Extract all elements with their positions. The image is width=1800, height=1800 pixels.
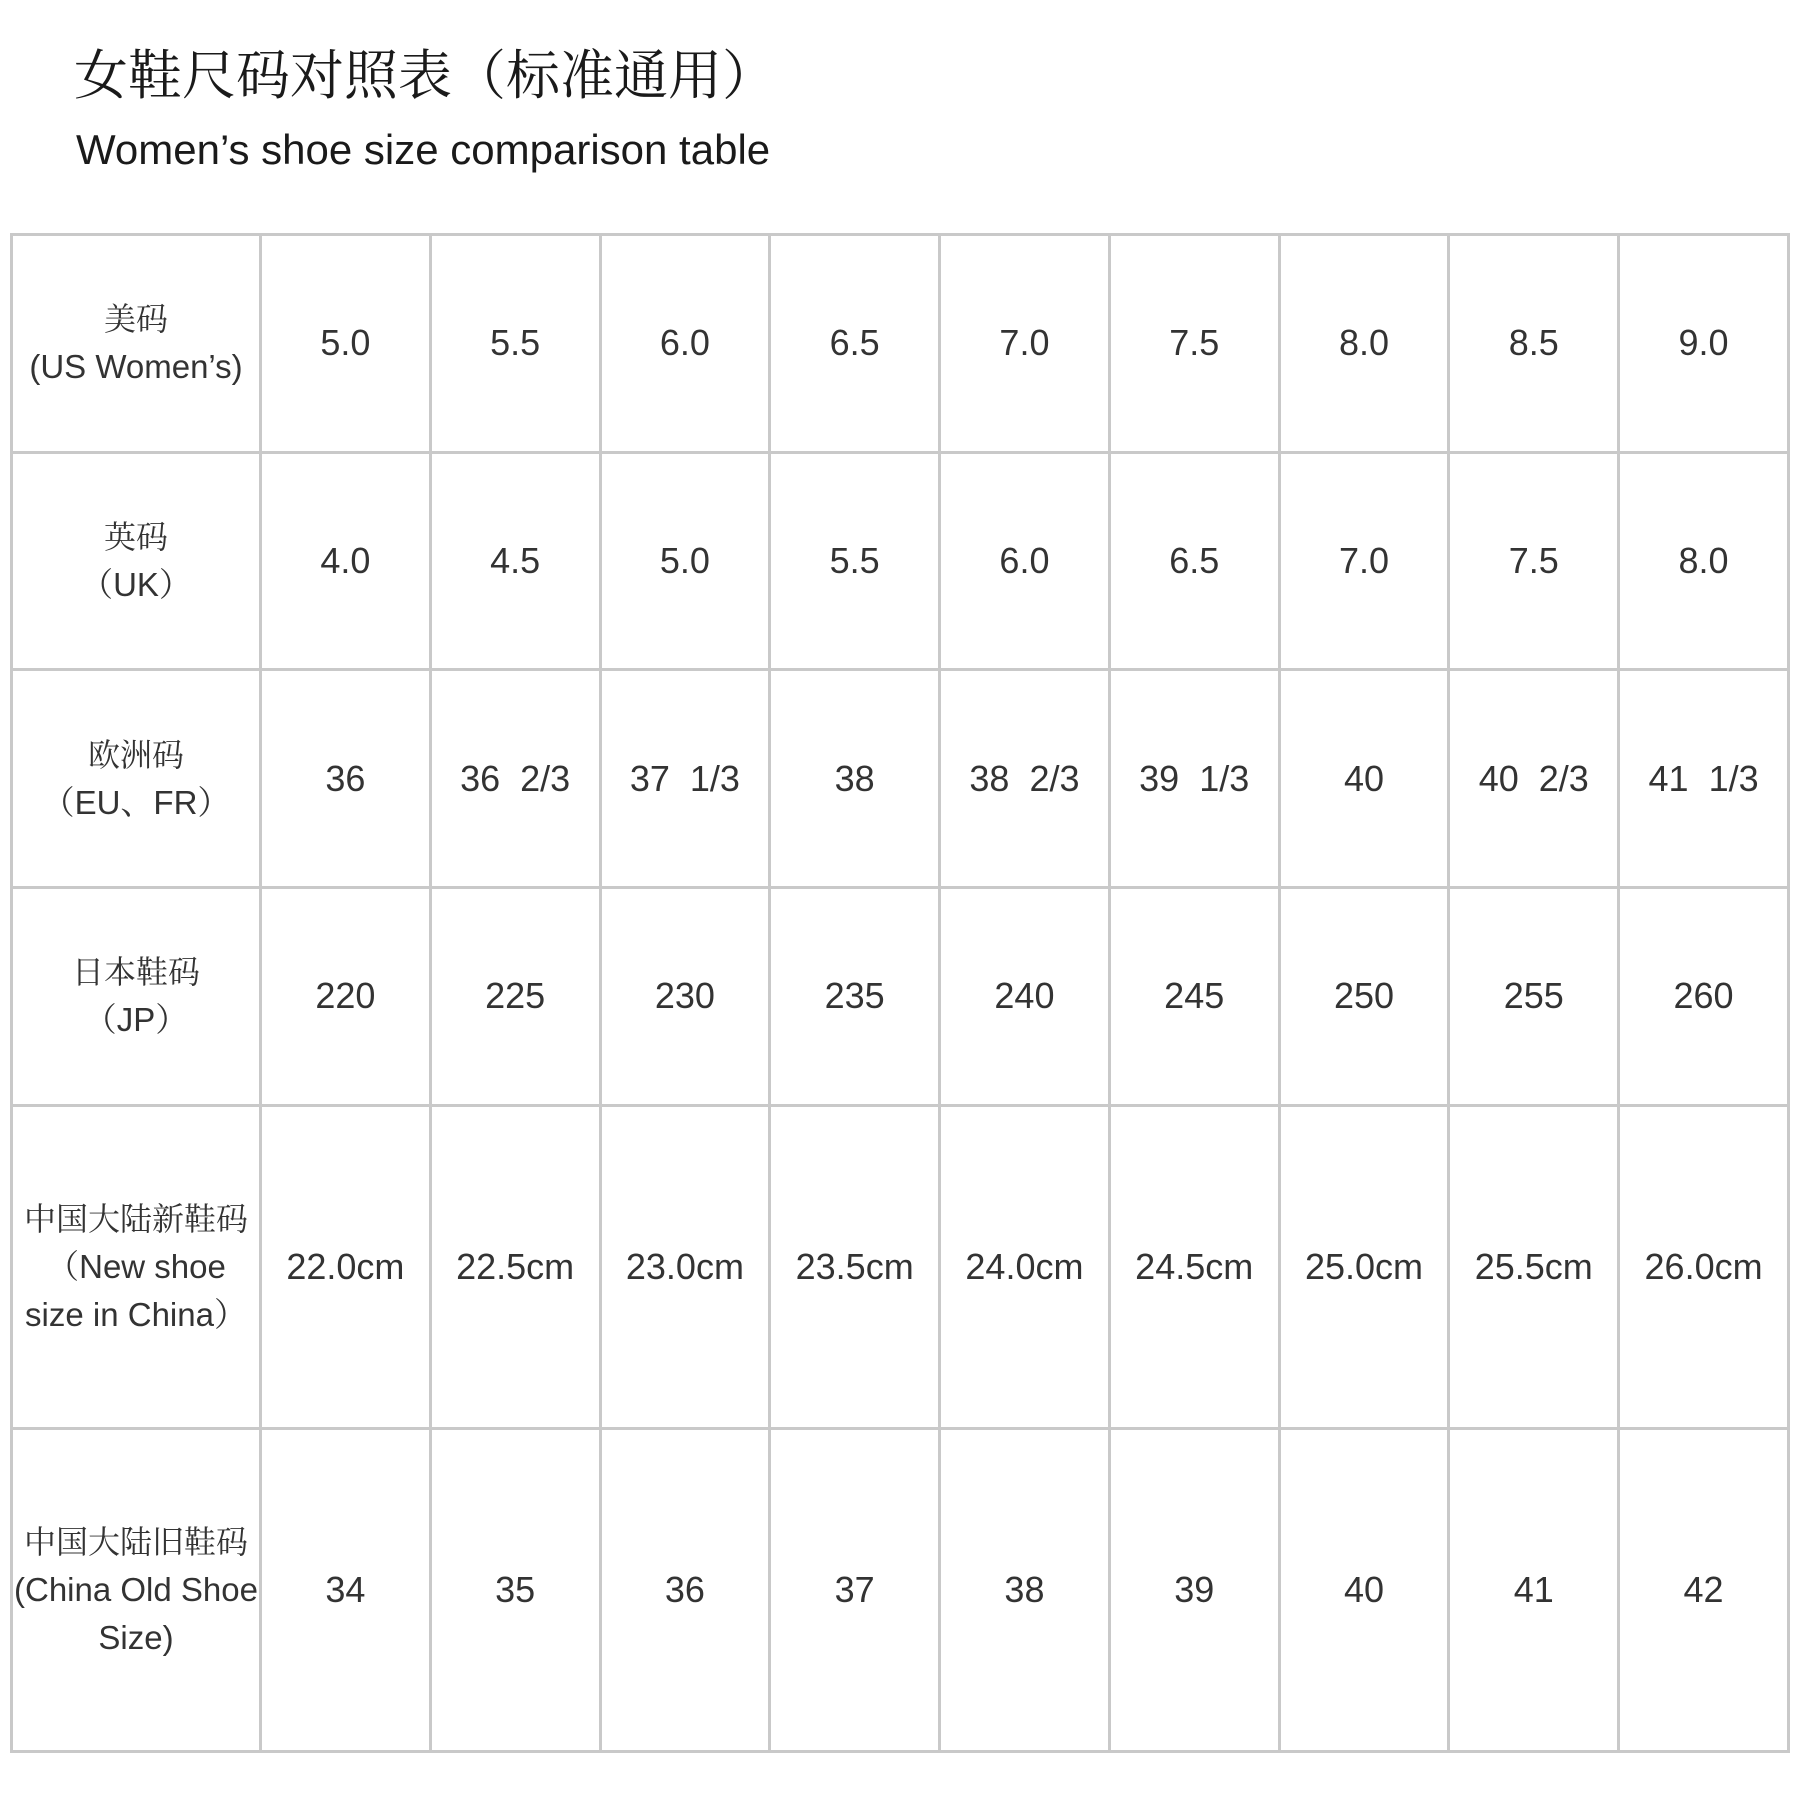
size-cell: 36 — [600, 1428, 770, 1751]
table-row — [12, 1105, 1789, 1428]
table-body — [12, 235, 1789, 1752]
row-label-chinese: 英码 — [103, 517, 168, 556]
size-cell: 7.0 — [1279, 452, 1449, 670]
size-cell: 260 — [1619, 887, 1789, 1105]
size-cell: 225 — [430, 887, 600, 1105]
size-cell: 22.0cm — [261, 1105, 431, 1428]
size-cell: 24.5cm — [1109, 1105, 1279, 1428]
size-cell: 25.0cm — [1279, 1105, 1449, 1428]
size-cell: 7.5 — [1109, 235, 1279, 453]
size-cell: 38 — [770, 670, 940, 888]
size-cell: 8.5 — [1449, 235, 1619, 453]
size-cell: 38 — [940, 1428, 1110, 1751]
size-cell: 38 2/3 — [940, 670, 1110, 888]
row-label-chinese: 美码 — [103, 300, 168, 339]
size-cell: 40 — [1279, 1428, 1449, 1751]
size-cell: 4.5 — [430, 452, 600, 670]
size-cell: 40 2/3 — [1449, 670, 1619, 888]
size-cell: 26.0cm — [1619, 1105, 1789, 1428]
row-header — [12, 235, 261, 453]
size-cell: 8.0 — [1279, 235, 1449, 453]
size-cell: 8.0 — [1619, 452, 1789, 670]
row-header — [12, 887, 261, 1105]
size-cell: 25.5cm — [1449, 1105, 1619, 1428]
row-label-chinese: 欧洲码 — [87, 735, 184, 774]
table-row — [12, 670, 1789, 888]
size-cell: 23.5cm — [770, 1105, 940, 1428]
table-row — [12, 1428, 1789, 1751]
size-cell: 37 — [770, 1428, 940, 1751]
size-cell: 240 — [940, 887, 1110, 1105]
size-cell: 5.5 — [430, 235, 600, 453]
row-header — [12, 452, 261, 670]
table-row — [12, 452, 1789, 670]
size-cell: 235 — [770, 887, 940, 1105]
row-label-chinese: 日本鞋码 — [71, 953, 200, 992]
row-label-english: （JP） — [83, 1001, 189, 1039]
size-cell: 5.5 — [770, 452, 940, 670]
size-cell: 36 2/3 — [430, 670, 600, 888]
size-cell: 250 — [1279, 887, 1449, 1105]
row-label-chinese: 中国大陆新鞋码 — [23, 1199, 248, 1238]
row-label-english: （EU、FR） — [41, 783, 231, 821]
row-label-english: (China Old Shoe Size) — [14, 1570, 258, 1656]
size-cell: 22.5cm — [430, 1105, 600, 1428]
size-cell: 41 — [1449, 1428, 1619, 1751]
size-cell: 24.0cm — [940, 1105, 1110, 1428]
size-cell: 6.0 — [940, 452, 1110, 670]
size-cell: 4.0 — [261, 452, 431, 670]
size-cell: 34 — [261, 1428, 431, 1751]
size-cell: 220 — [261, 887, 431, 1105]
row-header — [12, 1105, 261, 1428]
size-cell: 7.5 — [1449, 452, 1619, 670]
size-cell: 35 — [430, 1428, 600, 1751]
size-cell: 9.0 — [1619, 235, 1789, 453]
page-title-chinese: 女鞋尺码对照表（标准通用） — [74, 44, 776, 107]
size-cell: 5.0 — [600, 452, 770, 670]
row-header — [12, 670, 261, 888]
size-cell: 36 — [261, 670, 431, 888]
size-cell: 245 — [1109, 887, 1279, 1105]
size-cell: 39 — [1109, 1428, 1279, 1751]
size-cell: 7.0 — [940, 235, 1110, 453]
size-cell: 6.5 — [770, 235, 940, 453]
row-label-english: (US Women’s) — [29, 348, 243, 386]
size-comparison-table — [10, 233, 1790, 1753]
size-cell: 255 — [1449, 887, 1619, 1105]
size-cell: 39 1/3 — [1109, 670, 1279, 888]
row-header — [12, 1428, 261, 1751]
size-cell: 42 — [1619, 1428, 1789, 1751]
table-row — [12, 887, 1789, 1105]
size-cell: 5.0 — [261, 235, 431, 453]
size-cell: 37 1/3 — [600, 670, 770, 888]
size-cell: 6.0 — [600, 235, 770, 453]
table-row — [12, 235, 1789, 453]
size-cell: 23.0cm — [600, 1105, 770, 1428]
size-cell: 230 — [600, 887, 770, 1105]
page-title-english: Women’s shoe size comparison table — [76, 126, 771, 173]
row-label-english: （New shoe size in China） — [25, 1247, 247, 1333]
size-cell: 40 — [1279, 670, 1449, 888]
row-label-chinese: 中国大陆旧鞋码 — [23, 1522, 248, 1561]
size-cell: 6.5 — [1109, 452, 1279, 670]
size-cell: 41 1/3 — [1619, 670, 1789, 888]
row-label-english: （UK） — [80, 565, 192, 603]
